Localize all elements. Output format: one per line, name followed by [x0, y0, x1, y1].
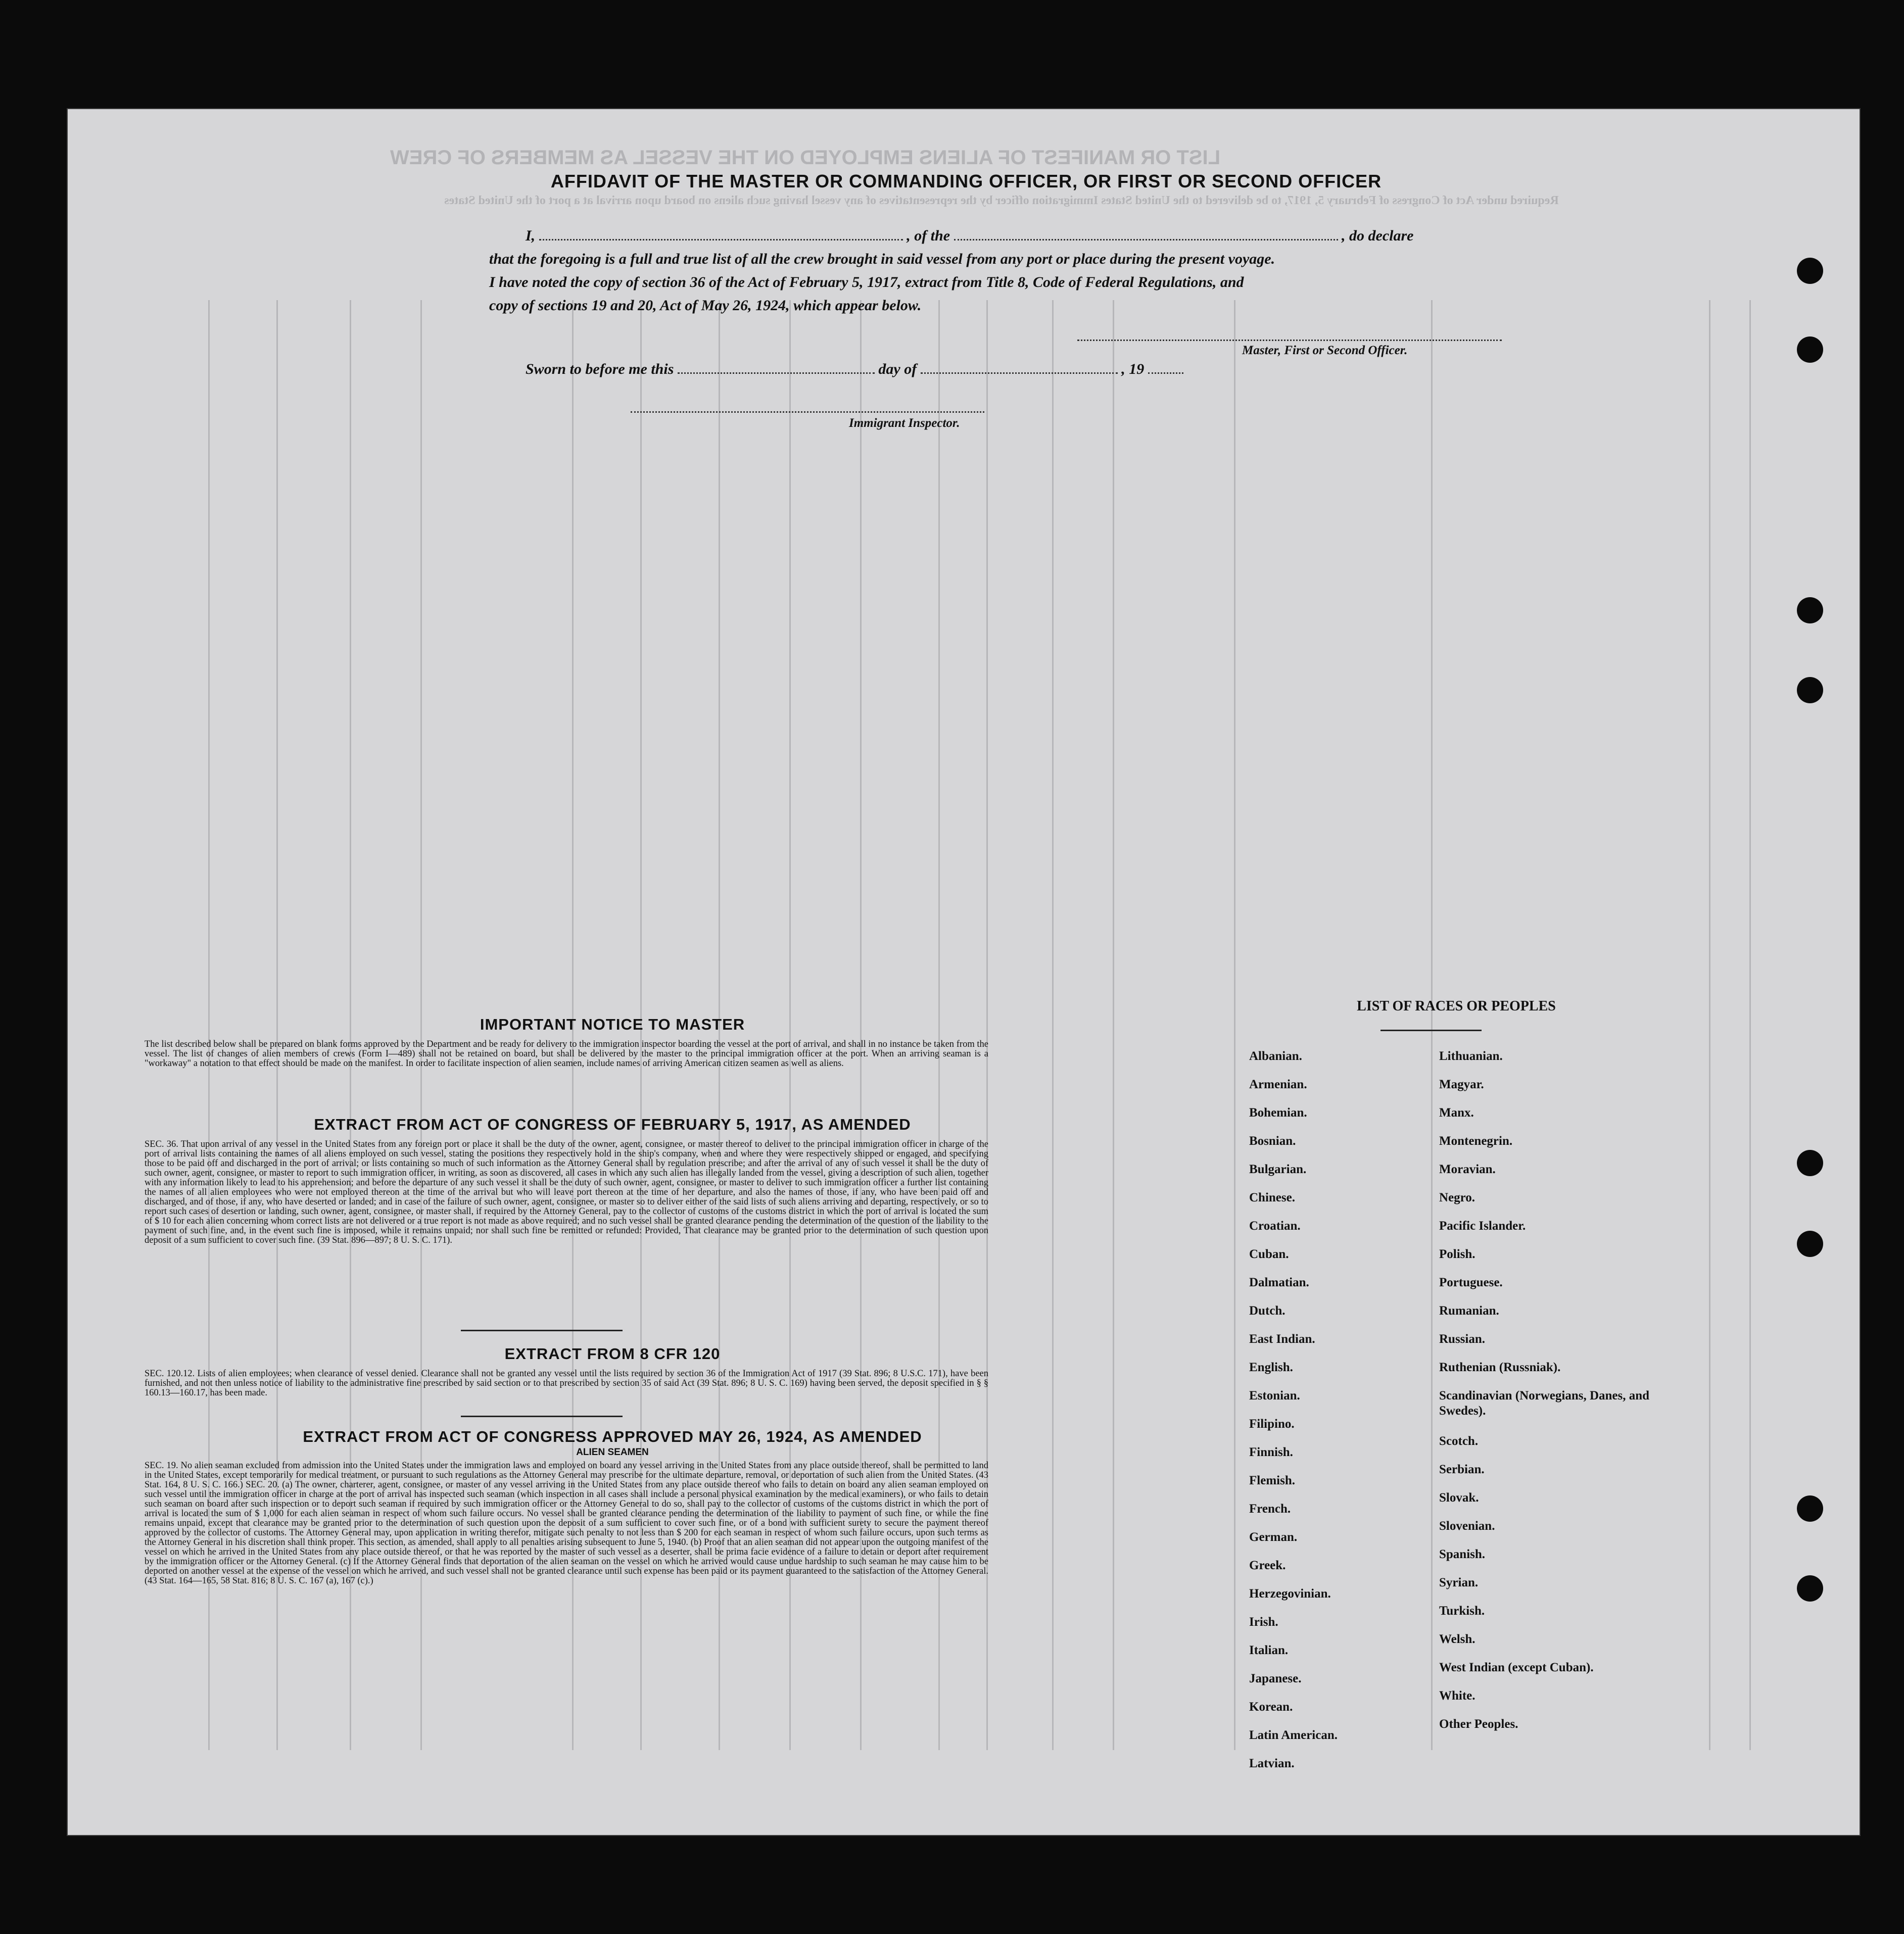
affidavit-title: AFFIDAVIT OF THE MASTER OR COMMANDING OFFICER, OR FIRST OR SECOND OFFICER [550, 171, 1382, 191]
grid-line [1749, 300, 1751, 1750]
race-item: Flemish. [1249, 1474, 1295, 1487]
race-item: Lithuanian. [1439, 1049, 1503, 1063]
race-item: Latvian. [1249, 1757, 1295, 1770]
inspector-signature-line[interactable] [631, 411, 984, 413]
divider-rule [461, 1330, 623, 1331]
race-item: Scotch. [1439, 1434, 1479, 1448]
race-item: Scandinavian (Norwegians, Danes, and Swedes). [1439, 1389, 1650, 1418]
race-item: German. [1249, 1530, 1298, 1544]
races-column-2 [1439, 1049, 1651, 1745]
race-item: Serbian. [1439, 1463, 1485, 1476]
affidavit-declare: , do declare [1342, 227, 1414, 244]
race-item: Croatian. [1249, 1219, 1301, 1233]
notice-text: The list described below shall be prepared on blank forms approved by the Department and be ready for delivery to the immigration inspector boarding the vessel at the port of arrival, and shall in no instance be taken from the vessel. The list of changes of alien members of crews (Form I—489) shall not be retained on board, but shall be delivered by the master to the principal immigration officer at the port. When an arriving seaman is a "workaway" a notation to that effect should be made on the manifest. In order to facilitate inspection of alien seamen, include names of arriving American citizen seamen as well as aliens. [145, 1039, 988, 1069]
affidavit-line-3: I have noted the copy of section 36 of the Act of February 5, 1917, extract from Title 8, Code of Federal Regulations, and [489, 274, 1244, 291]
year-text: , 19 [1121, 361, 1145, 377]
race-item: Ruthenian (Russniak). [1439, 1361, 1561, 1374]
punch-hole [1797, 1231, 1823, 1257]
race-item: Other Peoples. [1439, 1717, 1518, 1731]
race-item: White. [1439, 1689, 1475, 1703]
divider-rule [461, 1416, 623, 1417]
punch-hole [1797, 677, 1823, 703]
extract-1924-title: EXTRACT FROM ACT OF CONGRESS APPROVED MAY 26, 1924, AS AMENDED [303, 1428, 922, 1445]
race-item: Syrian. [1439, 1576, 1479, 1589]
vessel-blank[interactable] [954, 239, 1338, 240]
race-item: Cuban. [1249, 1247, 1289, 1261]
punch-hole [1797, 336, 1823, 363]
race-item: Estonian. [1249, 1389, 1300, 1403]
race-item: Armenian. [1249, 1078, 1307, 1091]
punch-hole [1797, 1150, 1823, 1176]
master-caption: Master, First or Second Officer. [1242, 344, 1408, 357]
race-item: Pacific Islander. [1439, 1219, 1526, 1233]
master-signature-line[interactable] [1077, 340, 1502, 341]
races-column-1 [1249, 1049, 1431, 1784]
document-sheet [67, 108, 1861, 1836]
punch-hole [1797, 1575, 1823, 1602]
extract-1917-text: SEC. 36. That upon arrival of any vessel in the United States from any foreign port or place it shall be the duty of the owner, agent, consignee, or master thereof to deliver to the principal immigration officer in charge of the port of arrival lists containing the names of all aliens employed on such vessel, stating the positions they respectively hold in the ship's company, when and where they were respectively shipped or engaged, and specifying those to be paid off and discharged in the port of arrival; or lists containing so much of such information as the Attorney General shall by regulation prescribe; and after the arrival of any of such vessel it shall be the duty of such owner, agent, consignee, or master to report to such immigration officer, in writing, as soon as discovered, all cases in which any such alien has illegally landed from the vessel, giving a description of such alien, together with any information likely to lead to his apprehension; and before the departure of any such vessel it shall be the duty of such owner, agent, consignee, or master to deliver to such immigration officer a further list containing the names of all alien employees who were not employed thereon at the time of the arrival but who will leave port thereon at the time of her departure, and also the names of those, if any, who have been paid off and discharged, and of those, if any, who have deserted or landed; and in case of the failure of such owner, agent, consignee, or master so to deliver either of the said lists of such aliens arriving and departing, respectively, or so to report such cases of desertion or landing, such owner, agent, consignee, or master shall, if required by the Attorney General, pay to the collector of customs of the customs district in which the port of arrival is located the sum of $ 10 for each alien concerning whom correct lists are not delivered or a true report is not made as above required; and no such vessel shall be granted clearance pending the determination of the question of the liability to the payment of such fine, and, in the event such fine is imposed, while it remains unpaid; nor shall such fine be remitted or refunded: Provided, That clearance may be granted prior to the determination of such question upon deposit of a sum sufficient to cover such fine. (39 Stat. 896—897; 8 U. S. C. 171). [145, 1139, 988, 1245]
race-item: Moravian. [1439, 1163, 1496, 1176]
race-item: French. [1249, 1502, 1291, 1516]
race-item: Filipino. [1249, 1417, 1295, 1431]
day-of-text: day of [878, 361, 917, 377]
race-item: Herzegovinian. [1249, 1587, 1331, 1601]
punch-hole [1797, 258, 1823, 284]
race-item: Polish. [1439, 1247, 1475, 1261]
race-item: Bohemian. [1249, 1106, 1307, 1120]
name-blank[interactable] [539, 239, 903, 240]
race-item: Rumanian. [1439, 1304, 1499, 1318]
affidavit-i: I, [526, 227, 536, 244]
extract-cfr-text: SEC. 120.12. Lists of alien employees; when clearance of vessel denied. Clearance shall not be granted any vessel until the lists required by section 36 of the Immigration Act of 1917 (39 Stat. 896; 8 U.S.C. 171), have been furnished, and not then unless notice of liability to the administrative fine prescribed by said section or to that prescribed by section 35 of said Act (39 Stat. 896; 8 U. S. C. 169) having been served, the deposit specified in § § 160.13—160.17, has been made. [145, 1369, 988, 1398]
race-item: Latin American. [1249, 1728, 1338, 1742]
race-item: Magyar. [1439, 1078, 1484, 1091]
extract-1924-text: SEC. 19. No alien seaman excluded from admission into the United States under the immigration laws and employed on board any vessel arriving in the United States from any place outside thereof, shall be permitted to land in the United States, except temporarily for medical treatment, or pursuant to such regulations as the Attorney General may prescribe for the ultimate departure, removal, or deportation of such alien from the United States. (43 Stat. 164, 8 U. S. C. 166.) SEC. 20. (a) The owner, charterer, agent, consignee, or master of any vessel arriving in the United States from any place outside thereof who fails to detain on board any alien seaman employed on such vessel until the immigration officer in charge at the port of arrival has inspected such seaman (which inspection in all cases shall include a personal physical examination by the medical examiners), or who fails to detain such seaman on board after such inspection or to deport such seaman if required by such immigration officer or the Attorney General to do so, shall pay to the collector of customs of the customs district in which the port of arrival is located the sum of $ 1,000 for each alien seaman in respect of whom such failure occurs. No vessel shall be granted clearance pending the determination of the liability to payment of such fine, or while the fine remains unpaid, except that clearance may be granted prior to the determination of such question upon the deposit of a sum sufficient to cover such fine, or of a bond with sufficient surety to secure the payment thereof approved by the collector of customs. The Attorney General may, upon application in writing therefor, mitigate such penalty to not less than $ 200 for each seaman in respect of whom such failure occurs, upon such terms as the Attorney General in his discretion shall think proper. This section, as amended, shall apply to all penalties arising subsequent to June 5, 1940. (b) Proof that an alien seaman did not appear upon the outgoing manifest of the vessel on which he arrived in the United States from any place outside thereof, or that he was reported by the master of such vessel as a deserter, shall be prima facie evidence of a failure to detain or deport after requirement by the immigration officer or the Attorney General. (c) If the Attorney General finds that deportation of the alien seaman on the vessel on which he arrived would cause undue hardship to such seaman he may cause him to be deported on another vessel at the expense of the vessel on which he arrived, and such vessel shall not be granted clearance until such expense has been paid or its payment guaranteed to the satisfaction of the Attorney General. (43 Stat. 164—165, 58 Stat. 816; 8 U. S. C. 167 (a), 167 (c).) [145, 1461, 988, 1586]
notice-title: IMPORTANT NOTICE TO MASTER [480, 1016, 745, 1033]
race-item: Slovak. [1439, 1491, 1479, 1505]
grid-line [1431, 300, 1433, 1750]
race-item: Slovenian. [1439, 1519, 1495, 1533]
year-blank[interactable] [1148, 372, 1183, 374]
race-item: Bulgarian. [1249, 1163, 1307, 1176]
bleed-through-subheader: Required under Act of Congress of February 5, 1917, to be delivered to the United States Immigration officer by the representatives of any vessel having such aliens on board upon arrival at a port of the United States [444, 194, 1559, 207]
races-title-rule [1381, 1030, 1482, 1031]
race-item: East Indian. [1249, 1332, 1315, 1346]
races-title: LIST OF RACES OR PEOPLES [1357, 998, 1556, 1014]
race-item: Dutch. [1249, 1304, 1286, 1318]
race-item: Manx. [1439, 1106, 1474, 1120]
race-item: Finnish. [1249, 1445, 1293, 1459]
race-item: Irish. [1249, 1615, 1278, 1629]
race-item: Albanian. [1249, 1049, 1302, 1063]
month-blank[interactable] [921, 372, 1118, 374]
punch-hole [1797, 1495, 1823, 1522]
race-item: Montenegrin. [1439, 1134, 1513, 1148]
race-item: Russian. [1439, 1332, 1486, 1346]
affidavit-line-2: that the foregoing is a full and true list of all the crew brought in said vessel from any port or place during the present voyage. [489, 251, 1275, 267]
sworn-line [526, 361, 1183, 378]
extract-cfr-title: EXTRACT FROM 8 CFR 120 [504, 1345, 721, 1363]
race-item: Negro. [1439, 1191, 1475, 1204]
extract-1917-title: EXTRACT FROM ACT OF CONGRESS OF FEBRUARY 5, 1917, AS AMENDED [314, 1116, 911, 1133]
race-item: Dalmatian. [1249, 1276, 1309, 1289]
race-item: Greek. [1249, 1559, 1286, 1572]
race-item: Welsh. [1439, 1632, 1475, 1646]
grid-line [1234, 300, 1235, 1750]
race-item: West Indian (except Cuban). [1439, 1661, 1594, 1674]
race-item: Chinese. [1249, 1191, 1295, 1204]
race-item: Bosnian. [1249, 1134, 1296, 1148]
race-item: English. [1249, 1361, 1293, 1374]
race-item: Spanish. [1439, 1548, 1486, 1561]
extract-1924-subtitle: ALIEN SEAMEN [576, 1447, 649, 1458]
race-item: Japanese. [1249, 1672, 1302, 1685]
bleed-through-header: LIST OR MANIFEST OF ALIENS EMPLOYED ON THE VESSEL AS MEMBERS OF CREW [390, 147, 1221, 169]
grid-line [1052, 300, 1054, 1750]
affidavit-declaration-line [526, 227, 1413, 245]
day-blank[interactable] [678, 372, 875, 374]
affidavit-of-the: , of the [907, 227, 950, 244]
grid-line [1113, 300, 1114, 1750]
punch-hole [1797, 597, 1823, 623]
race-item: Turkish. [1439, 1604, 1485, 1618]
grid-line [1709, 300, 1710, 1750]
race-item: Portuguese. [1439, 1276, 1503, 1289]
inspector-caption: Immigrant Inspector. [849, 416, 960, 430]
race-item: Korean. [1249, 1700, 1293, 1714]
sworn-text: Sworn to before me this [526, 361, 674, 377]
race-item: Italian. [1249, 1643, 1289, 1657]
affidavit-line-4: copy of sections 19 and 20, Act of May 26, 1924, which appear below. [489, 297, 922, 314]
